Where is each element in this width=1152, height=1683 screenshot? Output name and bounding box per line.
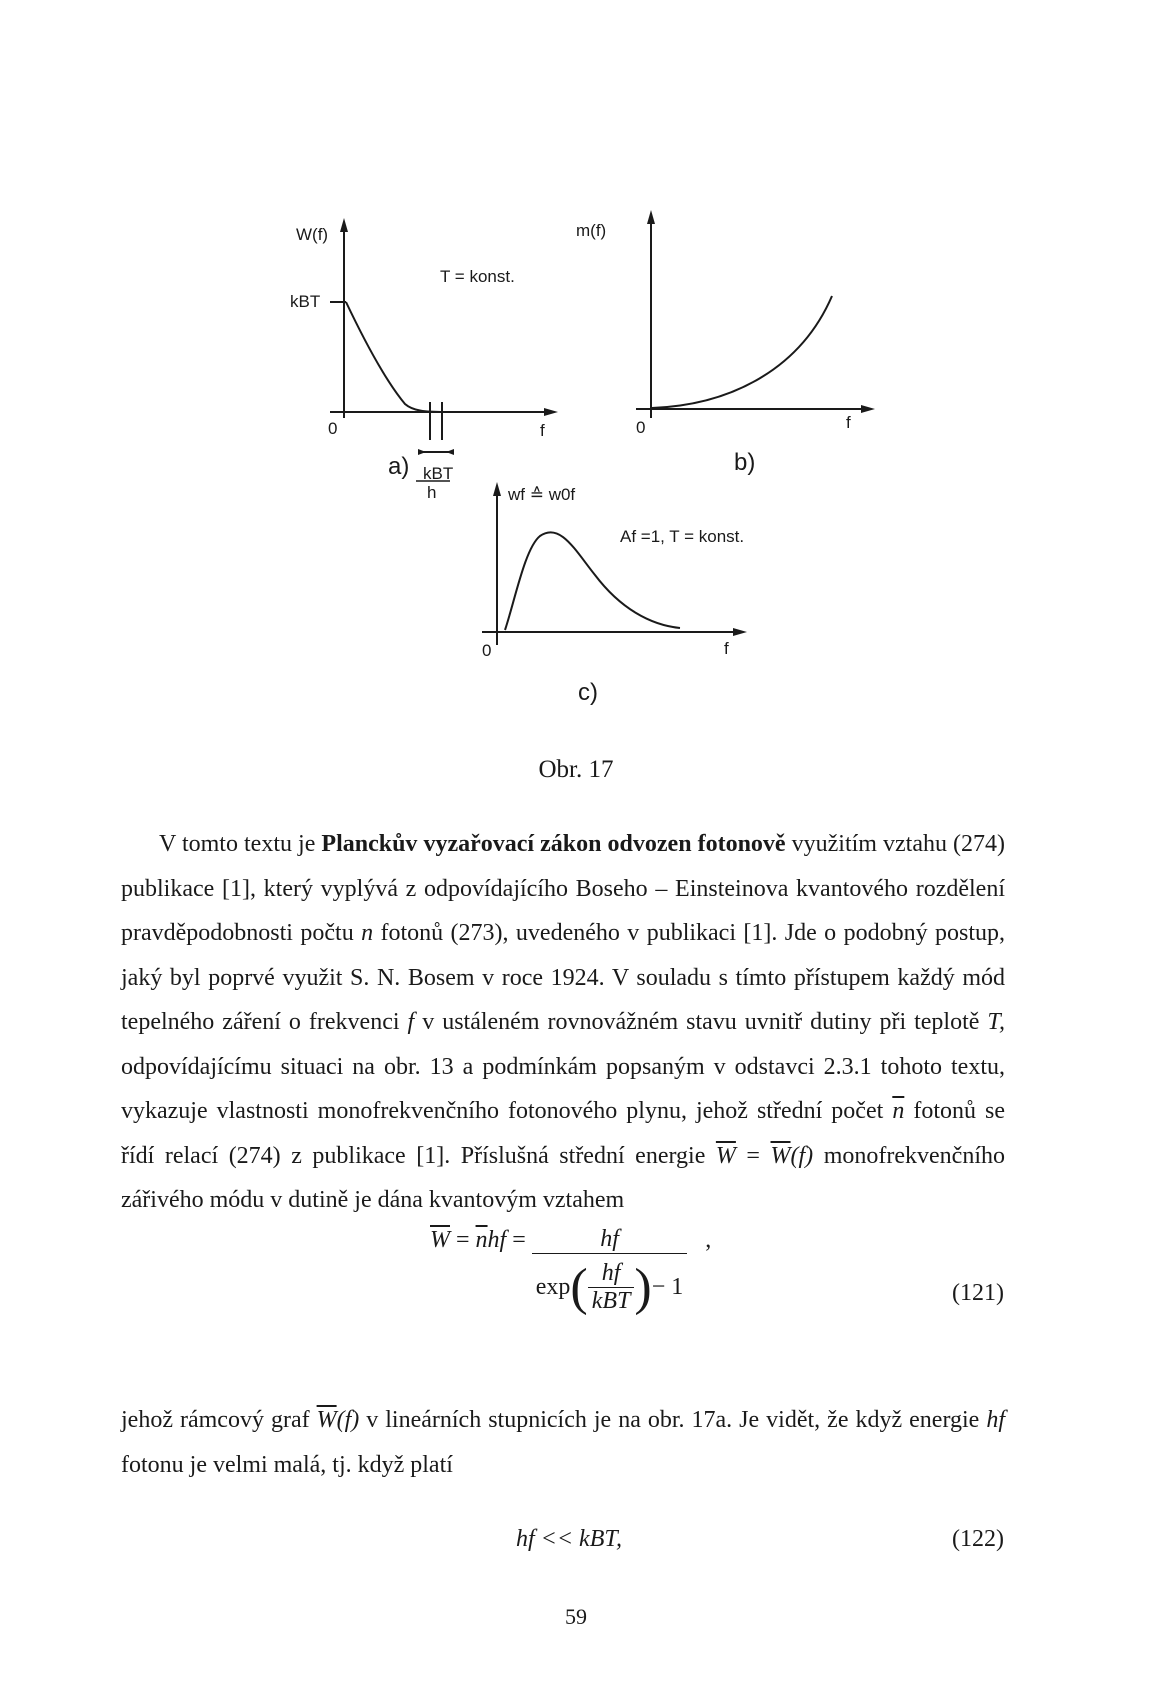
text: fotonu je velmi malá, tj. když platí bbox=[121, 1451, 453, 1478]
figure-caption: Obr. 17 bbox=[538, 756, 614, 783]
text: odpovídajícímu situaci na obr. 13 a podmínkám popsaným v odstavci 2.3.1 tohoto textu, vykazuje vlastnosti monofrekvenčního fotonového plynu, jehož střední počet bbox=[121, 1053, 1005, 1124]
panel-a-x-label: f bbox=[540, 421, 545, 440]
paragraph-1 bbox=[121, 822, 1005, 1223]
bold-term: Planckův vyzařovací zákon odvozen fotonově bbox=[321, 831, 786, 857]
panel-a-letter: a) bbox=[388, 453, 410, 480]
text: fotonů se řídí relací (274) z publikace [1]. Příslušná střední energie bbox=[121, 1098, 1006, 1169]
panel-b-origin: 0 bbox=[636, 418, 646, 437]
symbol-Wbar: $\overline{W}$ bbox=[770, 1142, 791, 1169]
eq-inner-den: kBT bbox=[588, 1287, 635, 1315]
eq-inner-fraction bbox=[588, 1260, 635, 1315]
symbol-nbar: $\overline{n}$ bbox=[892, 1098, 905, 1124]
panel-b-x-label: f bbox=[846, 413, 851, 432]
eq-denominator: exp( $\frac{hf}{\text{kBT}}$ )− 1 bbox=[532, 1253, 688, 1317]
eq-minus-one: − 1 bbox=[651, 1274, 684, 1300]
eq-inner-num: hf bbox=[601, 1260, 621, 1286]
equation-number-122: (122) bbox=[952, 1526, 1004, 1552]
panel-a-curve bbox=[346, 302, 445, 412]
paragraph-2 bbox=[121, 1398, 1005, 1487]
figure-17 bbox=[0, 0, 1152, 740]
equation-122: hf << kBT, bbox=[516, 1526, 622, 1552]
panel-c-y-label: wf ≙ w0f bbox=[508, 485, 576, 504]
eq-comma: , bbox=[705, 1227, 712, 1254]
eq-fraction bbox=[532, 1226, 688, 1317]
equation-number-121: (121) bbox=[952, 1280, 1004, 1306]
symbol-Wbar: $\overline{W}$ bbox=[715, 1142, 736, 1169]
panel-a-origin: 0 bbox=[328, 419, 338, 438]
eq-Wbar: $\overline{W}$ bbox=[430, 1227, 450, 1254]
panel-b-y-label: m(f) bbox=[576, 221, 607, 240]
text: V tomto textu je bbox=[159, 831, 322, 857]
panel-b-curve bbox=[652, 296, 832, 408]
panel-a-x-tick-den: h bbox=[427, 483, 437, 502]
text: v lineárních stupnicích je na obr. 17a. Je vidět, že když energie bbox=[359, 1407, 987, 1433]
eq-numerator: hf bbox=[600, 1226, 619, 1252]
symbol-T: T, bbox=[987, 1009, 1005, 1035]
panel-a-y-label: W(f) bbox=[296, 225, 329, 244]
eq-sign: = bbox=[506, 1227, 532, 1254]
panel-c-annotation: Af =1, T = konst. bbox=[620, 527, 745, 546]
symbol-n: n bbox=[361, 920, 374, 946]
panel-a-x-tick-num: kBT bbox=[423, 464, 454, 483]
symbol-f-arg: (f) bbox=[336, 1407, 360, 1433]
eq-sign: = bbox=[450, 1227, 476, 1254]
text: monofrekvenčního zářivého módu v dutině je dána kvantovým vztahem bbox=[121, 1142, 1005, 1213]
panel-c-letter: c) bbox=[578, 679, 598, 706]
text: jehož rámcový graf bbox=[121, 1407, 317, 1433]
panel-c-origin: 0 bbox=[482, 641, 492, 660]
text: využitím vztahu (274) publikace [1], který vyplývá z odpovídajícího Boseho – Einsteinova kvantového rozdělení pravděpodobnosti počtu bbox=[121, 831, 1005, 946]
equation-121 bbox=[430, 1226, 711, 1317]
eq-nbar: $\overline{n}$ bbox=[475, 1227, 488, 1254]
panel-a-annotation: T = konst. bbox=[440, 267, 515, 286]
symbol-hf: hf bbox=[986, 1407, 1006, 1433]
panel-b-letter: b) bbox=[734, 449, 756, 476]
page-number: 59 bbox=[565, 1604, 587, 1629]
eq-exp: exp bbox=[535, 1274, 571, 1300]
symbol-f-arg: (f) bbox=[790, 1142, 814, 1169]
panel-c-x-label: f bbox=[724, 639, 729, 658]
symbol-f: f bbox=[407, 1009, 415, 1035]
symbol-Wbar: $\overline{W}$ bbox=[316, 1407, 337, 1433]
text: fotonů (273), uvedeného v publikaci [1]. Jde o podobný postup, jaký byl poprvé využit S. N. Bosem v roce 1924. V souladu s tímto přístupem každý mód tepelného záření o frekvenci bbox=[121, 920, 1005, 1035]
text: v ustáleném rovnovážném stavu uvnitř dutiny při teplotě bbox=[414, 1009, 988, 1035]
panel-c-curve bbox=[505, 532, 680, 630]
panel-a-y-tick: kBT bbox=[290, 292, 321, 311]
text: = bbox=[735, 1142, 771, 1169]
eq-hf: hf bbox=[487, 1227, 507, 1254]
